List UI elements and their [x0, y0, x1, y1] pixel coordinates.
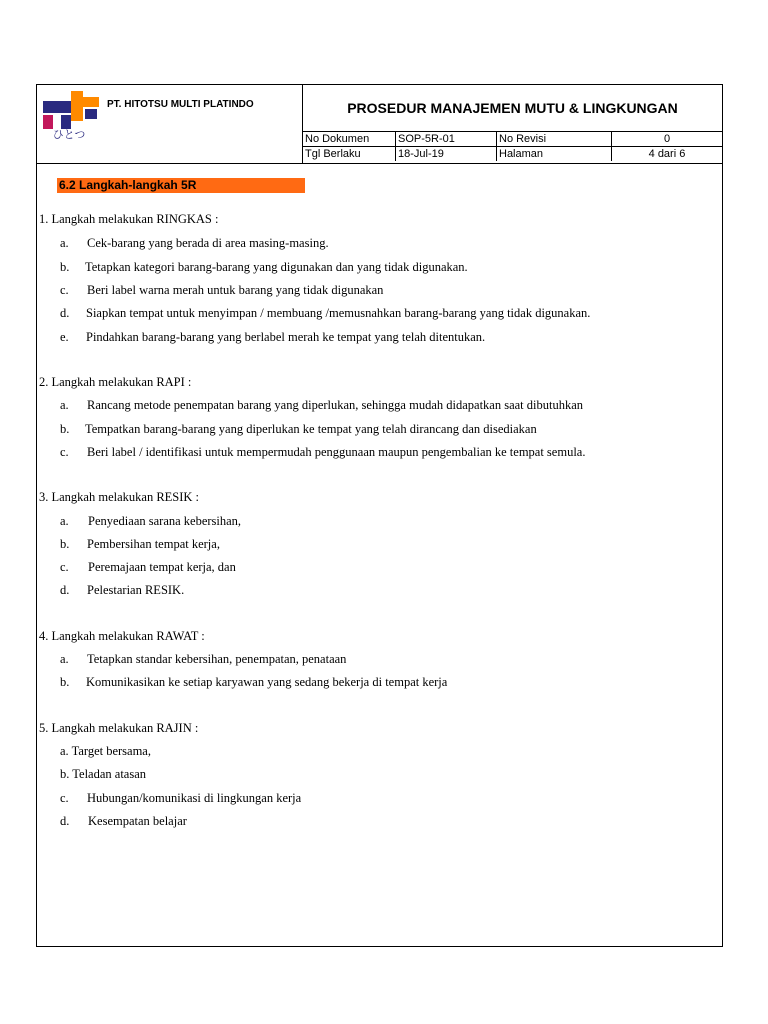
- item-marker: a.: [60, 398, 69, 412]
- meta-label: Tgl Berlaku: [303, 147, 396, 162]
- item-marker: d.: [60, 583, 70, 597]
- meta-label: No Revisi: [497, 132, 612, 147]
- item-text: Kesempatan belajar: [88, 814, 187, 828]
- item-marker: d.: [60, 306, 70, 320]
- item-marker: b.: [60, 422, 70, 436]
- item-text: b. Teladan atasan: [60, 767, 147, 781]
- item-text: Tetapkan kategori barang-barang yang digunakan dan yang tidak digunakan.: [85, 260, 468, 274]
- item-text: Peremajaan tempat kerja, dan: [88, 560, 236, 574]
- procedure-content: [37, 85, 722, 946]
- item-marker: a.: [60, 236, 69, 250]
- item-text: Tempatkan barang-barang yang diperlukan ke tempat yang telah dirancang dan disediakan: [85, 422, 537, 436]
- step-heading: 3. Langkah melakukan RESIK :: [39, 490, 200, 504]
- meta-label: No Dokumen: [303, 132, 396, 147]
- item-text: Komunikasikan ke setiap karyawan yang sedang bekerja di tempat kerja: [86, 675, 448, 689]
- item-marker: b.: [60, 260, 70, 274]
- meta-label: Halaman: [497, 147, 612, 162]
- item-text: Beri label / identifikasi untuk mempermudah penggunaan maupun pengembalian ke tempat semula.: [87, 445, 586, 459]
- svg-text:ひとつ: ひとつ: [52, 128, 86, 141]
- meta-value: 4 dari 6: [612, 147, 723, 162]
- item-text: Pembersihan tempat kerja,: [87, 537, 220, 551]
- item-text: Beri label warna merah untuk barang yang tidak digunakan: [87, 283, 384, 297]
- document-title: PROSEDUR MANAJEMEN MUTU & LINGKUNGAN: [347, 100, 678, 116]
- item-marker: c.: [60, 560, 69, 574]
- item-text: Penyediaan sarana kebersihan,: [88, 514, 242, 528]
- step-heading: 1. Langkah melakukan RINGKAS :: [39, 212, 219, 226]
- item-marker: a.: [60, 514, 69, 528]
- item-marker: b.: [60, 675, 70, 689]
- item-marker: a.: [60, 652, 69, 666]
- meta-value: SOP-5R-01: [396, 132, 497, 147]
- section-title: 6.2 Langkah-langkah 5R: [57, 178, 305, 193]
- document-frame: [36, 84, 723, 947]
- item-marker: b.: [60, 537, 70, 551]
- item-text: Pindahkan barang-barang yang berlabel merah ke tempat yang telah ditentukan.: [86, 330, 486, 344]
- item-text: Tetapkan standar kebersihan, penempatan, penataan: [87, 652, 347, 666]
- item-marker: c.: [60, 445, 69, 459]
- step-heading: 5. Langkah melakukan RAJIN :: [39, 721, 199, 735]
- item-text: a. Target bersama,: [60, 744, 151, 758]
- meta-value: 0: [612, 132, 723, 147]
- item-text: Hubungan/komunikasi di lingkungan kerja: [87, 791, 302, 805]
- step-heading: 2. Langkah melakukan RAPI :: [39, 375, 192, 389]
- item-text: Pelestarian RESIK.: [87, 583, 185, 597]
- item-text: Siapkan tempat untuk menyimpan / membuang /memusnahkan barang-barang yang tidak digunakan.: [86, 306, 591, 320]
- company-name: PT. HITOTSU MULTI PLATINDO: [107, 99, 254, 110]
- item-marker: d.: [60, 814, 70, 828]
- item-marker: e.: [60, 330, 69, 344]
- item-marker: c.: [60, 283, 69, 297]
- item-text: Cek-barang yang berada di area masing-masing.: [87, 236, 329, 250]
- item-marker: c.: [60, 791, 69, 805]
- step-heading: 4. Langkah melakukan RAWAT :: [39, 629, 205, 643]
- meta-value: 18-Jul-19: [396, 147, 497, 162]
- item-text: Rancang metode penempatan barang yang diperlukan, sehingga mudah didapatkan saat dibutuhkan: [87, 398, 584, 412]
